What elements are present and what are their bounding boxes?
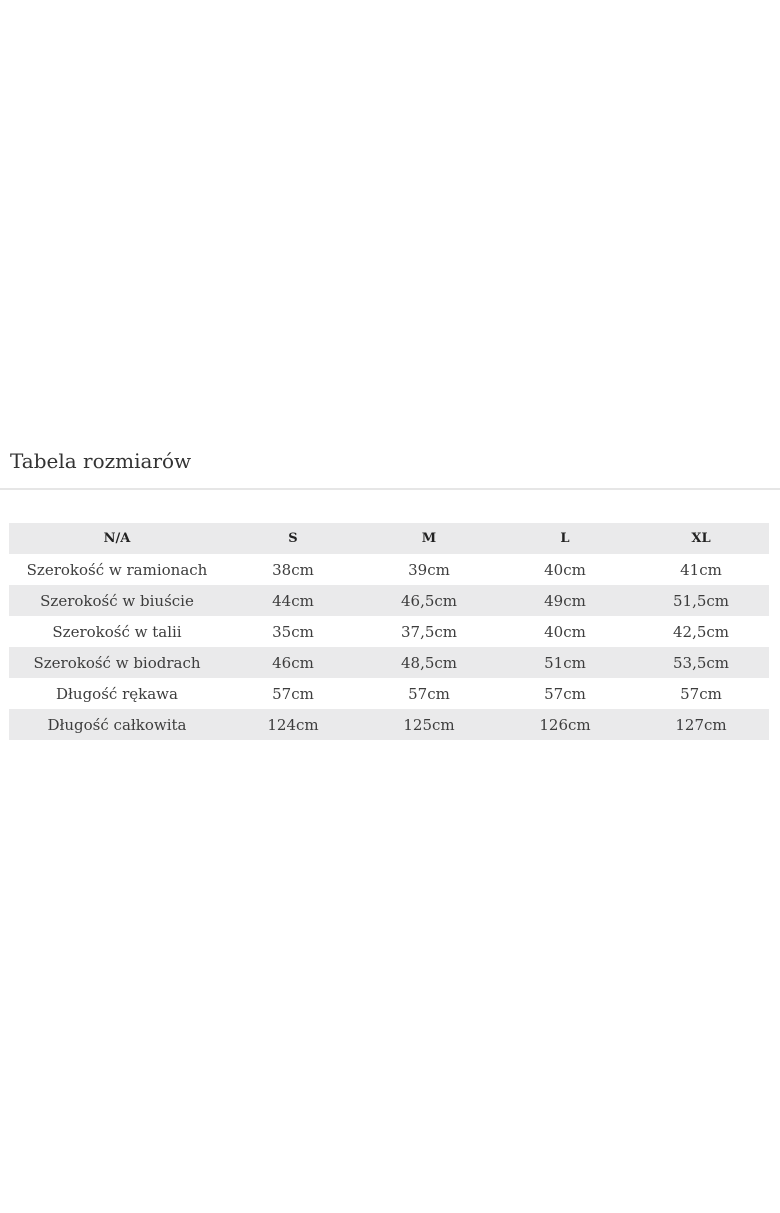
table-cell: 127cm (675, 715, 727, 734)
table-row (9, 585, 769, 616)
table-row (9, 554, 769, 585)
header-cell-na: N/A (103, 531, 131, 546)
table-cell: 40cm (544, 622, 586, 641)
table-header-row (9, 523, 769, 554)
table-cell: 42,5cm (672, 622, 730, 641)
table-cell: 57cm (272, 684, 314, 703)
row-label: Szerokość w biuście (40, 591, 194, 610)
header-cell-s: S (288, 531, 298, 546)
table-cell: 46,5cm (400, 591, 458, 610)
table-row (9, 678, 769, 709)
table-cell: 39cm (408, 560, 450, 579)
title-divider (0, 488, 780, 490)
table-cell: 51cm (544, 653, 586, 672)
table-row (9, 647, 769, 678)
table-cell: 44cm (272, 591, 314, 610)
table-cell: 41cm (680, 560, 722, 579)
table-cell: 124cm (267, 715, 319, 734)
header-cell-m: M (421, 531, 437, 546)
table-cell: 57cm (544, 684, 586, 703)
row-label: Szerokość w ramionach (26, 560, 208, 579)
table-row (9, 616, 769, 647)
row-label: Długość rękawa (56, 684, 178, 703)
row-label: Szerokość w talii (52, 622, 182, 641)
header-cell-l: L (560, 531, 570, 546)
table-cell: 46cm (272, 653, 314, 672)
table-cell: 37,5cm (400, 622, 458, 641)
row-label: Długość całkowita (47, 715, 187, 734)
table-cell: 49cm (544, 591, 586, 610)
table-cell: 40cm (544, 560, 586, 579)
header-cell-xl: XL (691, 531, 711, 546)
page-title: Tabela rozmiarów (10, 449, 192, 473)
table-cell: 38cm (272, 560, 314, 579)
table-cell: 48,5cm (400, 653, 458, 672)
table-cell: 57cm (408, 684, 450, 703)
table-row (9, 709, 769, 740)
table-cell: 125cm (403, 715, 455, 734)
table-cell: 126cm (539, 715, 591, 734)
table-cell: 57cm (680, 684, 722, 703)
table-cell: 35cm (272, 622, 314, 641)
size-table (9, 523, 769, 740)
table-cell: 53,5cm (672, 653, 730, 672)
row-label: Szerokość w biodrach (33, 653, 201, 672)
table-cell: 51,5cm (672, 591, 730, 610)
